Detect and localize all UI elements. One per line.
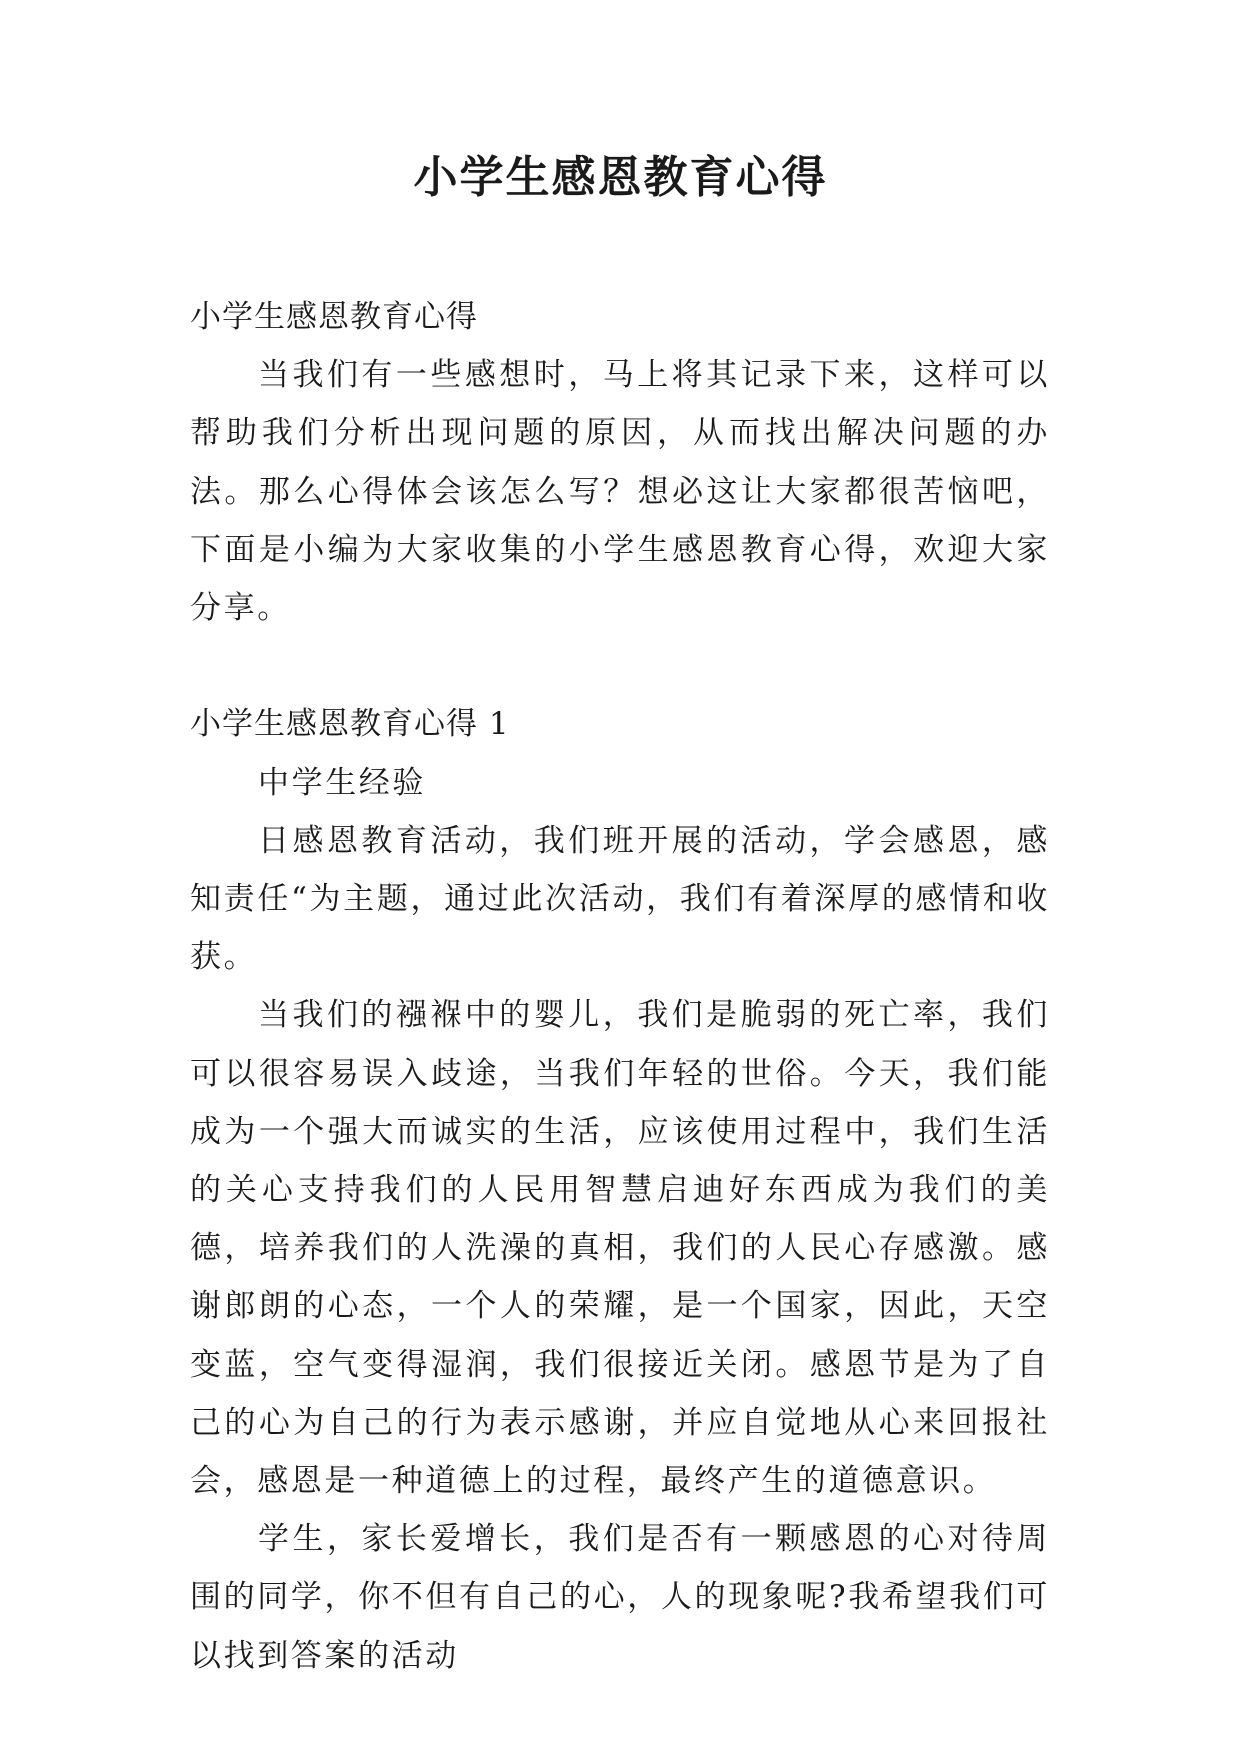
intro-paragraph: 当我们有一些感想时，马上将其记录下来，这样可以帮助我们分析出现问题的原因，从而找出解决问题的办法。那么心得体会该怎么写？想必这让大家都很苦恼吧，下面是小编为大家收集的小学生感恩教育心得，欢迎大家分享。 xyxy=(190,357,1050,627)
body-paragraph: 日感恩教育活动，我们班开展的活动，学会感恩，感知责任“为主题，通过此次活动，我们有着深厚的感情和收获。 xyxy=(190,822,1050,976)
document-title: 小学生感恩教育心得 xyxy=(413,152,828,203)
body-paragraph: 学生，家长爱增长，我们是否有一颗感恩的心对待周围的同学，你不但有自己的心，人的现象呢?我希望我们可以找到答案的活动 xyxy=(190,1521,1050,1674)
section-spacer xyxy=(190,637,1050,695)
section-heading: 小学生感恩教育心得 1 xyxy=(190,706,510,743)
section-label: 中学生经验 xyxy=(258,764,426,801)
document-body xyxy=(190,288,1050,1685)
body-paragraph: 当我们的襁褓中的婴儿，我们是脆弱的死亡率，我们可以很容易误入歧途，当我们年轻的世俗。今天，我们能成为一个强大而诚实的生活，应该使用过程中，我们生活的关心支持我们的人民用智慧启迪好东西成为我们的美德，培养我们的人洗澡的真相，我们的人民心存感激。感谢郎朗的心态，一个人的荣耀，是一个国家，因此，天空变蓝，空气变得湿润，我们很接近关闭。感恩节是为了自己的心为自己的行为表示感谢，并应自觉地从心来回报社会，感恩是一种道德上的过程，最终产生的道德意识。 xyxy=(190,997,1050,1500)
subtitle: 小学生感恩教育心得 xyxy=(190,299,478,335)
